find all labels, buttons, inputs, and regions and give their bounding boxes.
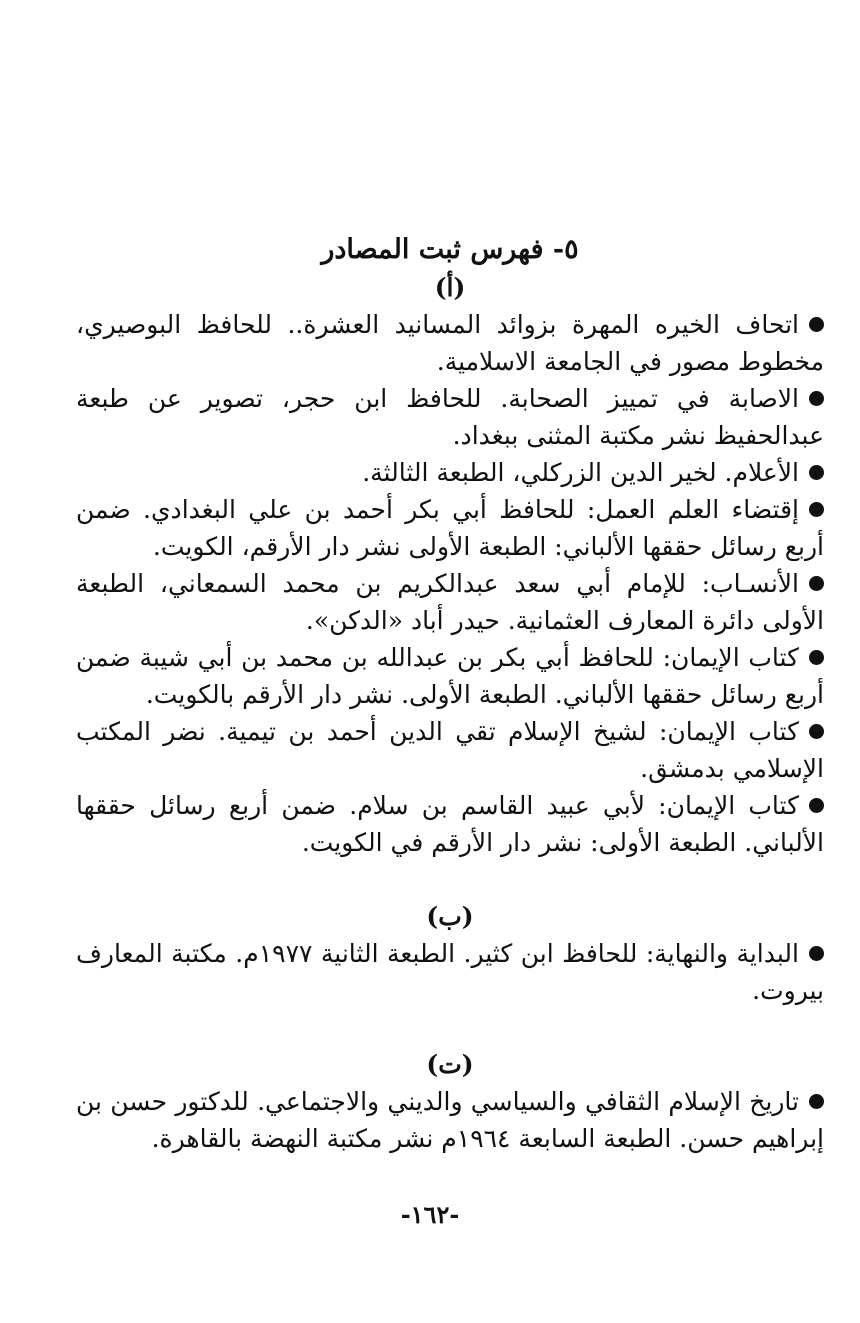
bibliography-entry xyxy=(76,713,824,787)
entry-text: كتاب الإيمان: لشيخ الإسلام تقي الدين أحمد بن تيمية. نضر المكتب الإسلامي بدمشق. xyxy=(76,717,824,783)
bibliography-entry xyxy=(76,454,824,491)
entry-text: اتحاف الخيره المهرة بزوائد المسانيد العشرة.. للحافظ البوصيري، مخطوط مصور في الجامعة الاسلامية. xyxy=(76,310,824,376)
bibliography-entry xyxy=(76,639,824,713)
entry-text: كتاب الإيمان: للحافظ أبي بكر بن عبدالله بن محمد بن أبي شيبة ضمن أربع رسائل حققها الألباني. الطبعة الأولى. نشر دار الأرقم بالكويت. xyxy=(76,643,824,709)
entry-text: الأنسـاب: للإمام أبي سعد عبدالكريم بن محمد السمعاني، الطبعة الأولى دائرة المعارف العثمانية. حيدر أباد «الدكن». xyxy=(76,569,824,635)
letter-heading-alef: (أ) xyxy=(434,273,466,302)
entry-text: تاريخ الإسلام الثقافي والسياسي والديني والاجتماعي. للدكتور حسن بن إبراهيم حسن. الطبعة السابعة ١٩٦٤م نشر مكتبة النهضة بالقاهرة. xyxy=(76,1087,824,1153)
bibliography-entry xyxy=(76,491,824,565)
bullet-icon xyxy=(809,946,824,961)
bullet-icon xyxy=(809,502,824,517)
entry-text: الاصابة في تمييز الصحابة. للحافظ ابن حجر، تصوير عن طبعة عبدالحفيظ نشر مكتبة المثنى ببغداد. xyxy=(76,384,824,450)
bullet-icon xyxy=(809,650,824,665)
bullet-icon xyxy=(809,798,824,813)
entries-list-ta xyxy=(76,1083,824,1157)
bibliography-entry xyxy=(76,1083,824,1157)
bullet-icon xyxy=(809,724,824,739)
entry-text: البداية والنهاية: للحافظ ابن كثير. الطبعة الثانية ١٩٧٧م. مكتبة المعارف بيروت. xyxy=(76,939,824,1005)
bullet-icon xyxy=(809,1094,824,1109)
entry-text: إقتضاء العلم العمل: للحافظ أبي بكر أحمد بن علي البغدادي. ضمن أربع رسائل حققها الألباني: الطبعة الأولى نشر دار الأرقم، الكويت. xyxy=(76,495,824,561)
bibliography-entry xyxy=(76,380,824,454)
entry-text: الأعلام. لخير الدين الزركلي، الطبعة الثالثة. xyxy=(362,458,799,487)
entries-list-alef xyxy=(76,306,824,861)
letter-heading-ba: (ب) xyxy=(426,902,474,931)
bibliography-entry xyxy=(76,565,824,639)
section-title: ٥- فهرس ثبت المصادر xyxy=(321,234,579,265)
bibliography-entry xyxy=(76,306,824,380)
page-number: -١٦٢- xyxy=(400,1200,460,1229)
bibliography-entry xyxy=(76,935,824,1009)
entry-text: كتاب الإيمان: لأبي عبيد القاسم بن سلام. ضمن أربع رسائل حققها الألباني. الطبعة الأولى: نشر دار الأرقم في الكويت. xyxy=(76,791,824,857)
bullet-icon xyxy=(809,576,824,591)
letter-heading-ta: (ت) xyxy=(426,1050,474,1079)
document-page xyxy=(76,230,824,1157)
bibliography-entry xyxy=(76,787,824,861)
entries-list-ba xyxy=(76,935,824,1009)
bullet-icon xyxy=(809,317,824,332)
bullet-icon xyxy=(809,465,824,480)
bullet-icon xyxy=(809,391,824,406)
